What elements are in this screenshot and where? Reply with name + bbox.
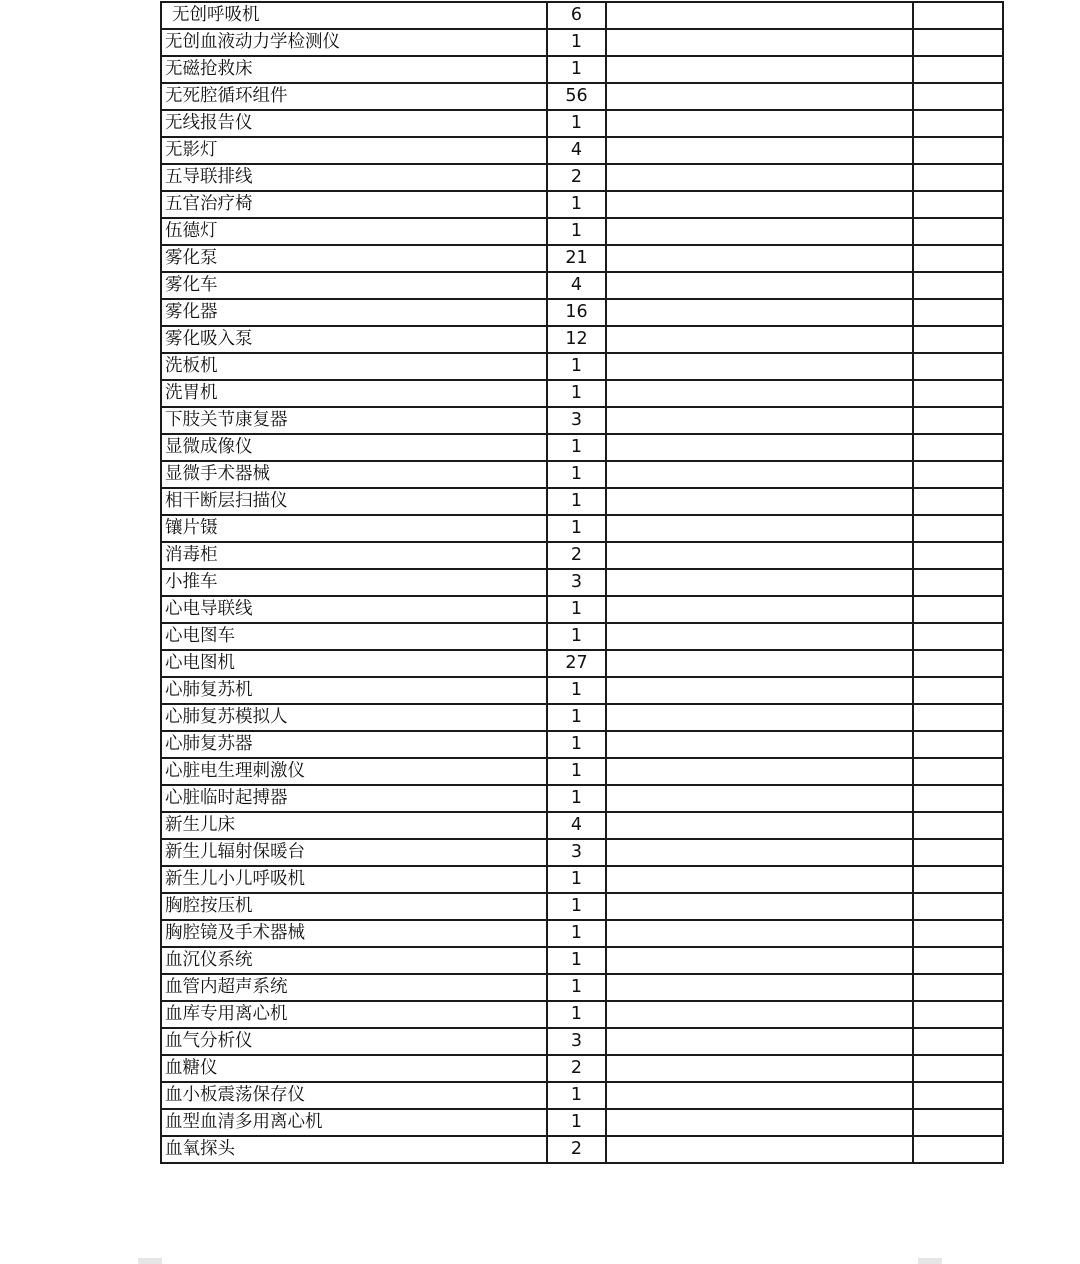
table-row [161, 29, 1003, 56]
empty-cell [606, 1055, 913, 1082]
equipment-name-cell: 雾化车 [161, 272, 547, 299]
table-row [161, 812, 1003, 839]
equipment-name-cell: 心脏临时起搏器 [161, 785, 547, 812]
empty-cell [606, 2, 913, 29]
equipment-name-cell: 五官治疗椅 [161, 191, 547, 218]
table-row [161, 920, 1003, 947]
empty-cell [913, 56, 1003, 83]
empty-cell [913, 83, 1003, 110]
equipment-name-cell: 血小板震荡保存仪 [161, 1082, 547, 1109]
quantity-cell: 1 [547, 1001, 606, 1028]
empty-cell [606, 1136, 913, 1163]
empty-cell [913, 191, 1003, 218]
equipment-name-cell: 心电导联线 [161, 596, 547, 623]
quantity-cell: 1 [547, 56, 606, 83]
table-row [161, 353, 1003, 380]
empty-cell [913, 110, 1003, 137]
equipment-name-cell: 心脏电生理刺激仪 [161, 758, 547, 785]
equipment-name-cell: 无创血液动力学检测仪 [161, 29, 547, 56]
empty-cell [913, 218, 1003, 245]
equipment-name-cell: 新生儿辐射保暖台 [161, 839, 547, 866]
quantity-cell: 4 [547, 812, 606, 839]
empty-cell [606, 623, 913, 650]
table-row [161, 515, 1003, 542]
table-row [161, 245, 1003, 272]
empty-cell [606, 542, 913, 569]
table-row [161, 1082, 1003, 1109]
equipment-name-cell: 心电图机 [161, 650, 547, 677]
table-row [161, 1136, 1003, 1163]
table-row [161, 2, 1003, 29]
page-gutter-right [918, 1258, 942, 1264]
empty-cell [913, 650, 1003, 677]
empty-cell [913, 866, 1003, 893]
empty-cell [913, 164, 1003, 191]
empty-cell [606, 218, 913, 245]
table-row [161, 299, 1003, 326]
table-row [161, 704, 1003, 731]
equipment-name-cell: 无创呼吸机 [161, 2, 547, 29]
table-row [161, 677, 1003, 704]
empty-cell [606, 596, 913, 623]
equipment-name-cell: 镶片镊 [161, 515, 547, 542]
quantity-cell: 1 [547, 677, 606, 704]
empty-cell [913, 488, 1003, 515]
table-row [161, 1055, 1003, 1082]
empty-cell [913, 569, 1003, 596]
empty-cell [606, 164, 913, 191]
empty-cell [606, 920, 913, 947]
empty-cell [606, 83, 913, 110]
equipment-name-cell: 无线报告仪 [161, 110, 547, 137]
table-row [161, 1001, 1003, 1028]
equipment-name-cell: 心肺复苏器 [161, 731, 547, 758]
empty-cell [913, 407, 1003, 434]
table-row [161, 434, 1003, 461]
quantity-cell: 1 [547, 191, 606, 218]
equipment-name-cell: 血库专用离心机 [161, 1001, 547, 1028]
equipment-name-cell: 相干断层扫描仪 [161, 488, 547, 515]
quantity-cell: 1 [547, 353, 606, 380]
equipment-name-cell: 雾化器 [161, 299, 547, 326]
empty-cell [606, 812, 913, 839]
equipment-name-cell: 血沉仪系统 [161, 947, 547, 974]
table-row [161, 191, 1003, 218]
quantity-cell: 1 [547, 461, 606, 488]
empty-cell [606, 272, 913, 299]
empty-cell [606, 110, 913, 137]
quantity-cell: 1 [547, 920, 606, 947]
empty-cell [606, 677, 913, 704]
quantity-cell: 1 [547, 947, 606, 974]
table-row [161, 731, 1003, 758]
quantity-cell: 4 [547, 137, 606, 164]
quantity-cell: 1 [547, 29, 606, 56]
empty-cell [606, 245, 913, 272]
empty-cell [606, 407, 913, 434]
empty-cell [913, 299, 1003, 326]
empty-cell [606, 461, 913, 488]
equipment-name-cell: 血气分析仪 [161, 1028, 547, 1055]
empty-cell [913, 731, 1003, 758]
table-row [161, 218, 1003, 245]
equipment-name-cell: 显微手术器械 [161, 461, 547, 488]
empty-cell [913, 812, 1003, 839]
equipment-table [160, 1, 1004, 1164]
quantity-cell: 21 [547, 245, 606, 272]
empty-cell [606, 893, 913, 920]
equipment-name-cell: 雾化吸入泵 [161, 326, 547, 353]
empty-cell [606, 650, 913, 677]
empty-cell [606, 56, 913, 83]
empty-cell [913, 893, 1003, 920]
empty-cell [606, 137, 913, 164]
quantity-cell: 1 [547, 893, 606, 920]
quantity-cell: 1 [547, 974, 606, 1001]
equipment-name-cell: 胸腔按压机 [161, 893, 547, 920]
empty-cell [913, 623, 1003, 650]
empty-cell [606, 839, 913, 866]
empty-cell [606, 974, 913, 1001]
table-row [161, 137, 1003, 164]
quantity-cell: 1 [547, 218, 606, 245]
quantity-cell: 56 [547, 83, 606, 110]
equipment-name-cell: 新生儿小儿呼吸机 [161, 866, 547, 893]
quantity-cell: 1 [547, 731, 606, 758]
quantity-cell: 16 [547, 299, 606, 326]
empty-cell [606, 380, 913, 407]
equipment-name-cell: 洗胃机 [161, 380, 547, 407]
empty-cell [913, 380, 1003, 407]
table-row [161, 56, 1003, 83]
equipment-name-cell: 洗板机 [161, 353, 547, 380]
empty-cell [913, 29, 1003, 56]
equipment-name-cell: 小推车 [161, 569, 547, 596]
equipment-table-body [161, 2, 1003, 1163]
empty-cell [913, 353, 1003, 380]
equipment-name-cell: 胸腔镜及手术器械 [161, 920, 547, 947]
empty-cell [913, 785, 1003, 812]
empty-cell [913, 326, 1003, 353]
empty-cell [913, 542, 1003, 569]
quantity-cell: 1 [547, 704, 606, 731]
empty-cell [913, 677, 1003, 704]
empty-cell [606, 488, 913, 515]
empty-cell [913, 1001, 1003, 1028]
empty-cell [606, 1082, 913, 1109]
quantity-cell: 12 [547, 326, 606, 353]
quantity-cell: 1 [547, 110, 606, 137]
quantity-cell: 2 [547, 1136, 606, 1163]
empty-cell [606, 569, 913, 596]
table-row [161, 569, 1003, 596]
empty-cell [606, 299, 913, 326]
quantity-cell: 2 [547, 1055, 606, 1082]
equipment-name-cell: 雾化泵 [161, 245, 547, 272]
empty-cell [913, 515, 1003, 542]
table-row [161, 326, 1003, 353]
equipment-name-cell: 心电图车 [161, 623, 547, 650]
empty-cell [913, 1028, 1003, 1055]
empty-cell [913, 137, 1003, 164]
table-row [161, 1109, 1003, 1136]
quantity-cell: 1 [547, 758, 606, 785]
table-row [161, 1028, 1003, 1055]
empty-cell [913, 272, 1003, 299]
table-row [161, 380, 1003, 407]
table-row [161, 893, 1003, 920]
quantity-cell: 3 [547, 839, 606, 866]
empty-cell [606, 758, 913, 785]
table-row [161, 866, 1003, 893]
empty-cell [606, 29, 913, 56]
empty-cell [606, 866, 913, 893]
empty-cell [913, 974, 1003, 1001]
table-row [161, 488, 1003, 515]
empty-cell [606, 434, 913, 461]
empty-cell [606, 326, 913, 353]
quantity-cell: 1 [547, 596, 606, 623]
quantity-cell: 1 [547, 623, 606, 650]
page-gutter-left [138, 1258, 162, 1264]
table-row [161, 164, 1003, 191]
equipment-name-cell: 无磁抢救床 [161, 56, 547, 83]
table-row [161, 623, 1003, 650]
equipment-name-cell: 无死腔循环组件 [161, 83, 547, 110]
empty-cell [606, 191, 913, 218]
empty-cell [606, 1028, 913, 1055]
equipment-name-cell: 消毒柜 [161, 542, 547, 569]
table-row [161, 542, 1003, 569]
quantity-cell: 3 [547, 407, 606, 434]
empty-cell [913, 1109, 1003, 1136]
empty-cell [913, 245, 1003, 272]
quantity-cell: 2 [547, 542, 606, 569]
table-row [161, 839, 1003, 866]
quantity-cell: 1 [547, 1109, 606, 1136]
quantity-cell: 27 [547, 650, 606, 677]
quantity-cell: 1 [547, 1082, 606, 1109]
quantity-cell: 4 [547, 272, 606, 299]
equipment-table-sheet [160, 0, 1002, 1164]
quantity-cell: 1 [547, 785, 606, 812]
quantity-cell: 1 [547, 380, 606, 407]
table-row [161, 785, 1003, 812]
empty-cell [606, 785, 913, 812]
equipment-name-cell: 血糖仪 [161, 1055, 547, 1082]
equipment-name-cell: 五导联排线 [161, 164, 547, 191]
table-row [161, 596, 1003, 623]
empty-cell [606, 731, 913, 758]
equipment-name-cell: 下肢关节康复器 [161, 407, 547, 434]
empty-cell [606, 704, 913, 731]
empty-cell [913, 758, 1003, 785]
equipment-name-cell: 新生儿床 [161, 812, 547, 839]
quantity-cell: 1 [547, 488, 606, 515]
empty-cell [913, 596, 1003, 623]
equipment-name-cell: 伍德灯 [161, 218, 547, 245]
quantity-cell: 1 [547, 434, 606, 461]
quantity-cell: 1 [547, 866, 606, 893]
empty-cell [913, 1055, 1003, 1082]
table-row [161, 110, 1003, 137]
quantity-cell: 2 [547, 164, 606, 191]
table-row [161, 407, 1003, 434]
empty-cell [913, 1082, 1003, 1109]
table-row [161, 461, 1003, 488]
quantity-cell: 3 [547, 569, 606, 596]
equipment-name-cell: 血氧探头 [161, 1136, 547, 1163]
empty-cell [606, 353, 913, 380]
table-row [161, 650, 1003, 677]
empty-cell [913, 920, 1003, 947]
table-row [161, 272, 1003, 299]
table-row [161, 974, 1003, 1001]
empty-cell [913, 461, 1003, 488]
equipment-name-cell: 心肺复苏模拟人 [161, 704, 547, 731]
empty-cell [913, 839, 1003, 866]
empty-cell [606, 947, 913, 974]
table-row [161, 947, 1003, 974]
quantity-cell: 6 [547, 2, 606, 29]
empty-cell [606, 1109, 913, 1136]
empty-cell [913, 2, 1003, 29]
table-row [161, 758, 1003, 785]
equipment-name-cell: 血管内超声系统 [161, 974, 547, 1001]
equipment-name-cell: 无影灯 [161, 137, 547, 164]
equipment-name-cell: 血型血清多用离心机 [161, 1109, 547, 1136]
quantity-cell: 3 [547, 1028, 606, 1055]
quantity-cell: 1 [547, 515, 606, 542]
empty-cell [606, 1001, 913, 1028]
equipment-name-cell: 显微成像仪 [161, 434, 547, 461]
empty-cell [913, 1136, 1003, 1163]
table-row [161, 83, 1003, 110]
empty-cell [913, 704, 1003, 731]
equipment-name-cell: 心肺复苏机 [161, 677, 547, 704]
empty-cell [913, 947, 1003, 974]
empty-cell [606, 515, 913, 542]
empty-cell [913, 434, 1003, 461]
